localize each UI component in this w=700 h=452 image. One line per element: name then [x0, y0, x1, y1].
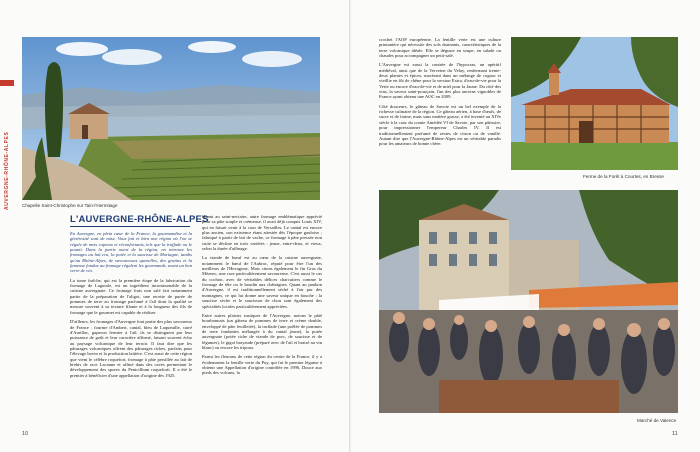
- page-number-left: 10: [22, 431, 29, 437]
- marche-photo: [379, 190, 678, 413]
- paragraph-tome: La tome fraîche, qui est la première étape de la fabrication du fromage de Laguiole, est un ingrédient incontournable de la cuisine auvergnate. Ce fromage frais non salé fait notamment partie de la préparation de l'aligot, une recette de purée de pommes de terre au fromage parfumé à l'ail dont la qualité se mesure souvent à sa texture filante et à la longueur des fils de fromage que le gourmet est capable de réaliser.: [70, 277, 192, 315]
- chapelle-caption: Chapelle Saint-Christophe sur Tain-l'Hermitage: [22, 203, 118, 208]
- ferme-photo: [511, 37, 678, 170]
- paragraph-aperitifs: L'Auvergne est aussi la contrée de l'hypocras, un apéritif médiéval, ainsi que de la Verveine du Velay, renfermant trente-deux plantes et épices, macérant dans un mélange de cognac et vieillie en fût de chêne pour la version Extra, d'eau-de-vie pour la Verte ou encore d'eau-de-vie et de miel pour la Jaune. Du côté des vins, la saveur saint-pourçain, l'un des plus anciens vignobles de France ayant obtenu une AOC en 2009.: [379, 62, 501, 100]
- paragraph-fromages: D'ailleurs, les fromages d'Auvergne font partie des plus savoureux de France : fourme d'Ambert, cantal, bleu de Laqueuille, carré d'Aurillac, gaperon fermier à l'ail, ils se distinguent par leur puissance de goût et leur caractère affirmé, faisant souvent écho au paysage volcanique de leur terroir. Il faut dire que les pâturages volcaniques offrent des pâturages riches, parfaits pour l'élevage bovin et la production laitière. C'est aussi de cette région que vient le célèbre roquefort, fromage à pâte persillée au lait de brebis de race Lacaune et affiné dans des caves permettant le développement des spores du Penicillium roqueforti. Il a été le premier à bénéficier d'une appellation d'origine dès 1925.: [70, 319, 192, 378]
- marche-caption: Marché de Valence: [637, 418, 677, 423]
- title-underline: [70, 226, 190, 227]
- paragraph-lentille: Parmi les fleurons de cette région du centre de la France, il y a évidemment la lentille verte du Puy, qui fut le premier légume à obtenir une Appellation d'origine contrôlée en 1996. Douce aux pieds des volcans, la: [202, 354, 322, 376]
- article-column-2: [202, 214, 322, 380]
- article-column-3: [379, 37, 501, 151]
- article-title: L'AUVERGNE-RHÔNE-ALPES: [70, 214, 209, 225]
- article-column-1: [70, 231, 192, 382]
- page-number-right: 11: [672, 431, 678, 437]
- paragraph-lentille-suite: crochet l'AOP européenne. La lentille verte est une culture printanière qui nécessite des sols drainants, caractéristiques de la terre volcanique idéale. Elle se déguste en soupe, en salade ou chaudes pour accompagner un petit-salé.: [379, 37, 501, 59]
- paragraph-viande: La viande de bœuf est au cœur de la cuisine auvergnate, notamment le bœuf de l'Aubrac, réputé pour être l'un des meilleurs de l'Hexagone. Mais citons également le fin Gras du Mézenc, une race particulièrement savoureuse. C'est aussi le cas du cochon, avec de véritables délices charcutiers comme le fromage de tête ou le boudin aux châtaignes. Quant au jambon d'Auvergne, il est traditionnellement séché à l'air pur des montagnes, ce qui lui donne une saveur unique en bouche ; la saucisse sèche et le saucisson de chou sont également des spécialités locales particulièrement appréciées.: [202, 255, 322, 309]
- section-label: AUVERGNE-RHÔNE-ALPES: [4, 131, 10, 210]
- paragraph-plaisirs: Entre autres plaisirs rustiques de l'Auvergne, notons le pâté bourbonnais (un gâteau de pommes de terre et crème double, enveloppé de pâte feuilletée), la truffade (une poêlée de pommes de terre fondantes mélangée à du cantal jeune), la potée auvergnate (potée riche de viande de porc, de saucisse et de légumes), le gigot brayaude (préparé avec de l'ail et braisé au vin blanc) ou encore les tripoux.: [202, 312, 322, 350]
- chapelle-photo: [22, 37, 320, 200]
- section-tab-marker: [0, 80, 14, 86]
- ferme-caption: Ferme de la Forêt à Courtes, en Bresse: [583, 174, 664, 179]
- page-gutter: [349, 0, 351, 452]
- article-intro: En Auvergne, en plein cœur de la France, la gourmandise et la générosité sont de mise. Vous fait et bien une région où l'on se régale de mets copieux et réconfortants, tels que la truffade ou le pounti. Dans la partie ouest de la région, on retrouve les fromages au lait cru, la potée et la saucisse de Mortagne, tandis qu'au Rhône-Alpes, de savoureuses quenelles, des gratins et la fameuse fondue au fromage régalent les gourmands, avant un bon verre de vin.: [70, 231, 192, 274]
- paragraph-douceurs: Côté douceurs, le gâteau de Savoie est un bel exemple de la richesse culinaire de la région. Ce gâteau aérien, à base d'œufs, de sucre et de farine, mais sans matière grasse, a été inventé au XIVe siècle à la cour du comte Amédée VI de Savoie, par son pâtissier, pour impressionner l'empereur Charles IV. Il est traditionnellement parfumé de zestes de citron ou de vanille. Autant dire que l'Auvergne-Rhône-Alpes est un véritable paradis pour les amateurs de bonne chère.: [379, 103, 501, 147]
- paragraph-saint-nectaire: Quant au saint-nectaire, autre fromage emblématique apprécié pour sa pâte souple et crémeuse, il avait déjà conquis Louis XIV, qui en faisait venir à la cour de Versailles. Le cantal est encore plus ancien, son existence étant attestée dès l'époque gauloise ; fabriqué à partir de lait de vache, ce fromage à pâte pressée non cuite se décline en trois variétés : jeune, entre-deux, et vieux, selon la durée d'affinage.: [202, 214, 322, 252]
